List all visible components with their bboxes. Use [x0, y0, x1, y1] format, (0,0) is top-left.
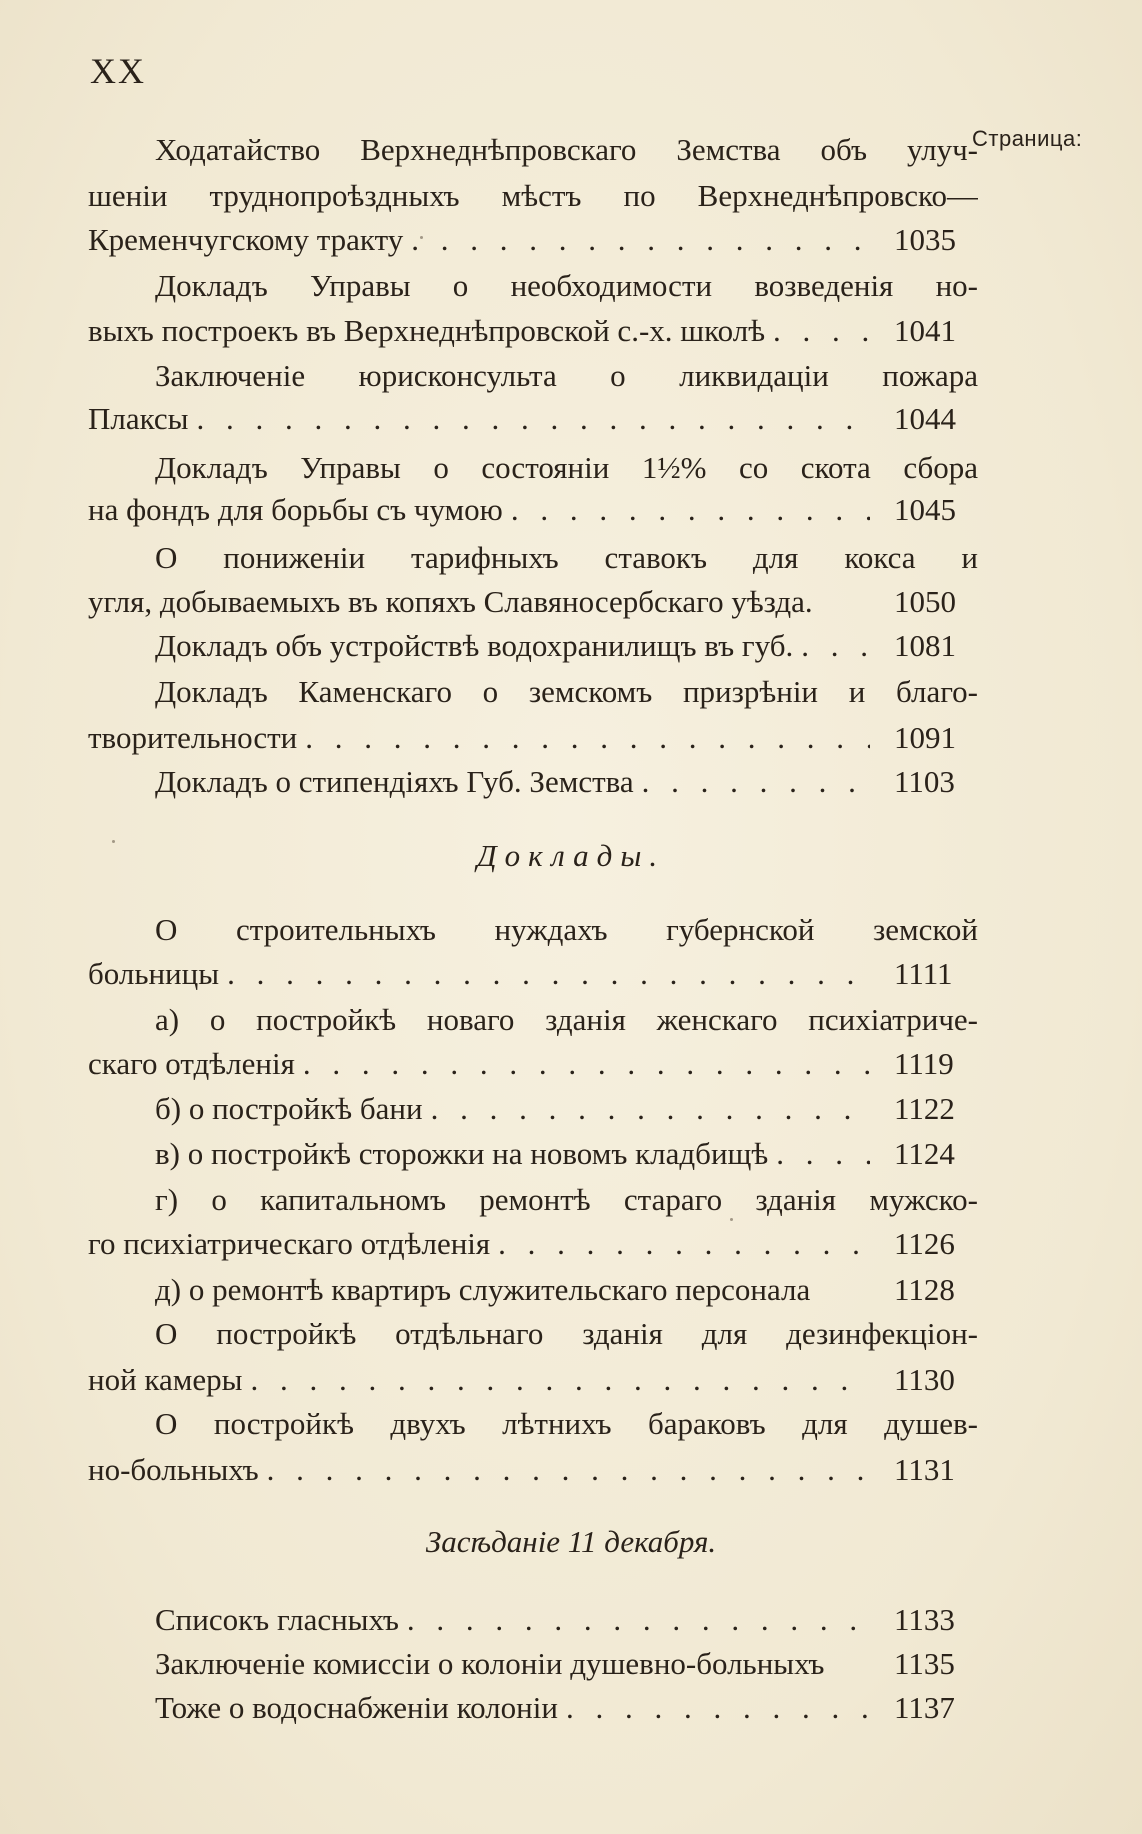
- toc-page-number: 1137: [894, 1690, 955, 1725]
- toc-entry-final-line: [88, 309, 978, 353]
- toc-page-number: 1111: [894, 956, 953, 991]
- toc-entry-line: О пониженіи тарифныхъ ставокъ для кокса и: [155, 540, 978, 575]
- toc-entry-final-line: [155, 1598, 978, 1642]
- toc-page-number: 1128: [894, 1272, 955, 1307]
- toc-page-number: 1050: [894, 584, 956, 619]
- toc-entry-final-line: [88, 580, 978, 624]
- leader-dots: [776, 1132, 870, 1176]
- leader-dots: [566, 1686, 870, 1730]
- paper-speck: [112, 840, 115, 843]
- toc-entry-line: О строительныхъ нуждахъ губернской земской: [155, 912, 978, 947]
- toc-page-number: 1044: [894, 401, 956, 436]
- toc-page-number: 1035: [894, 222, 956, 257]
- toc-entry-line: Заключеніе юрисконсульта о ликвидаціи пожара: [155, 358, 978, 393]
- toc-page-number: 1124: [894, 1136, 955, 1171]
- toc-entry-line: шеніи труднопроѣздныхъ мѣстъ по Верхнеднѣпровско—: [88, 178, 978, 213]
- toc-page-number: 1041: [894, 313, 956, 348]
- toc-entry-line: Докладъ Управы о необходимости возведенія но-: [155, 268, 978, 303]
- toc-entry-text: на фондъ для борьбы съ чумою: [88, 492, 503, 527]
- toc-page-number: 1091: [894, 720, 956, 755]
- toc-entry-line: а) о постройкѣ новаго зданія женскаго психіатриче-: [155, 1002, 978, 1037]
- toc-entry-final-line: [155, 1642, 978, 1686]
- paper-speck: [730, 1218, 733, 1221]
- toc-entry-final-line: [88, 1222, 978, 1266]
- leader-dots: [251, 1358, 871, 1402]
- toc-entry-final-line: [88, 488, 978, 532]
- leader-dots: [197, 397, 871, 441]
- toc-page-number: 1081: [894, 628, 956, 663]
- toc-entry-text: Тоже о водоснабженіи колоніи: [155, 1690, 558, 1725]
- toc-entry-text: Списокъ гласныхъ: [155, 1602, 399, 1637]
- toc-entry-text: Докладъ о стипендіяхъ Губ. Земства: [155, 764, 634, 799]
- toc-entry-line: Докладъ Каменскаго о земскомъ призрѣніи и благо-: [155, 674, 978, 709]
- toc-entry-line: О постройкѣ двухъ лѣтнихъ бараковъ для душев-: [155, 1406, 978, 1441]
- toc-entry-line: Ходатайство Верхнеднѣпровскаго Земства объ улуч-: [155, 132, 978, 167]
- toc-page-number: 1119: [894, 1046, 954, 1081]
- toc-entry-text: ной камеры: [88, 1362, 243, 1397]
- toc-page-number: 1135: [894, 1646, 955, 1681]
- toc-entry-line: О постройкѣ отдѣльнаго зданія для дезинфекціон-: [155, 1316, 978, 1351]
- leader-dots: [305, 716, 870, 760]
- page-roman-numeral: XX: [90, 51, 146, 91]
- toc-entry-text: но-больныхъ: [88, 1452, 259, 1487]
- toc-entry-line: г) о капитальномъ ремонтѣ стараго зданія мужско-: [155, 1182, 978, 1217]
- toc-page-number: 1122: [894, 1091, 955, 1126]
- toc-entry-text: Кременчугскому тракту: [88, 222, 404, 257]
- toc-entry-final-line: [88, 716, 978, 760]
- toc-entry-text: скаго отдѣленія: [88, 1046, 295, 1081]
- toc-entry-text: в) о постройкѣ сторожки на новомъ кладбищѣ: [155, 1136, 769, 1171]
- leader-dots: [498, 1222, 870, 1266]
- leader-dots: [642, 760, 870, 804]
- toc-entry-final-line: [155, 1132, 978, 1176]
- leader-dots: [511, 488, 870, 532]
- toc-page-number: 1045: [894, 492, 956, 527]
- toc-entry-final-line: [88, 1358, 978, 1402]
- section-heading: Засѣданіе 11 декабря.: [425, 1524, 717, 1559]
- toc-entry-text: выхъ построекъ въ Верхнеднѣпровской с.-х. школѣ: [88, 313, 766, 348]
- leader-dots: [773, 309, 870, 353]
- toc-entry-text: д) о ремонтѣ квартиръ служительскаго персонала: [155, 1272, 811, 1307]
- toc-page-number: 1131: [894, 1452, 955, 1487]
- toc-entry-final-line: [155, 624, 978, 668]
- leader-dots: [411, 218, 870, 262]
- toc-entry-final-line: [88, 397, 978, 441]
- paper-speck: [420, 236, 423, 239]
- leader-dots: [303, 1042, 870, 1086]
- leader-dots: [227, 952, 870, 996]
- toc-entry-final-line: [88, 952, 978, 996]
- toc-entry-final-line: [88, 1448, 978, 1492]
- toc-page-number: 1133: [894, 1602, 955, 1637]
- leader-dots: [801, 624, 870, 668]
- toc-entry-text: угля, добываемыхъ въ копяхъ Славяносербскаго уѣзда.: [88, 584, 813, 619]
- toc-entry-text: Плаксы: [88, 401, 189, 436]
- toc-entry-final-line: [155, 1268, 978, 1312]
- toc-entry-text: творительности: [88, 720, 298, 755]
- toc-page-number: 1103: [894, 764, 955, 799]
- toc-entry-line: Докладъ Управы о состояніи 1½% со скота сбора: [155, 450, 978, 485]
- toc-entry-text: больницы: [88, 956, 220, 991]
- toc-entry-final-line: [155, 1087, 978, 1131]
- leader-dots: [267, 1448, 870, 1492]
- leader-dots: [407, 1598, 870, 1642]
- page-column-header: Страница:: [972, 126, 1083, 151]
- section-heading: Доклады.: [476, 838, 666, 873]
- toc-entry-text: Докладъ объ устройствѣ водохранилищъ въ губ.: [155, 628, 794, 663]
- toc-entry-final-line: [155, 1686, 978, 1730]
- toc-entry-text: б) о постройкѣ бани: [155, 1091, 423, 1126]
- leader-dots: [431, 1087, 870, 1131]
- toc-page-number: 1126: [894, 1226, 955, 1261]
- toc-entry-final-line: [88, 1042, 978, 1086]
- toc-entry-final-line: [155, 760, 978, 804]
- toc-entry-text: го психіатрическаго отдѣленія: [88, 1226, 491, 1261]
- toc-page-number: 1130: [894, 1362, 955, 1397]
- toc-entry-final-line: [88, 218, 978, 262]
- toc-entry-text: Заключеніе комиссіи о колоніи душевно-больныхъ: [155, 1646, 825, 1681]
